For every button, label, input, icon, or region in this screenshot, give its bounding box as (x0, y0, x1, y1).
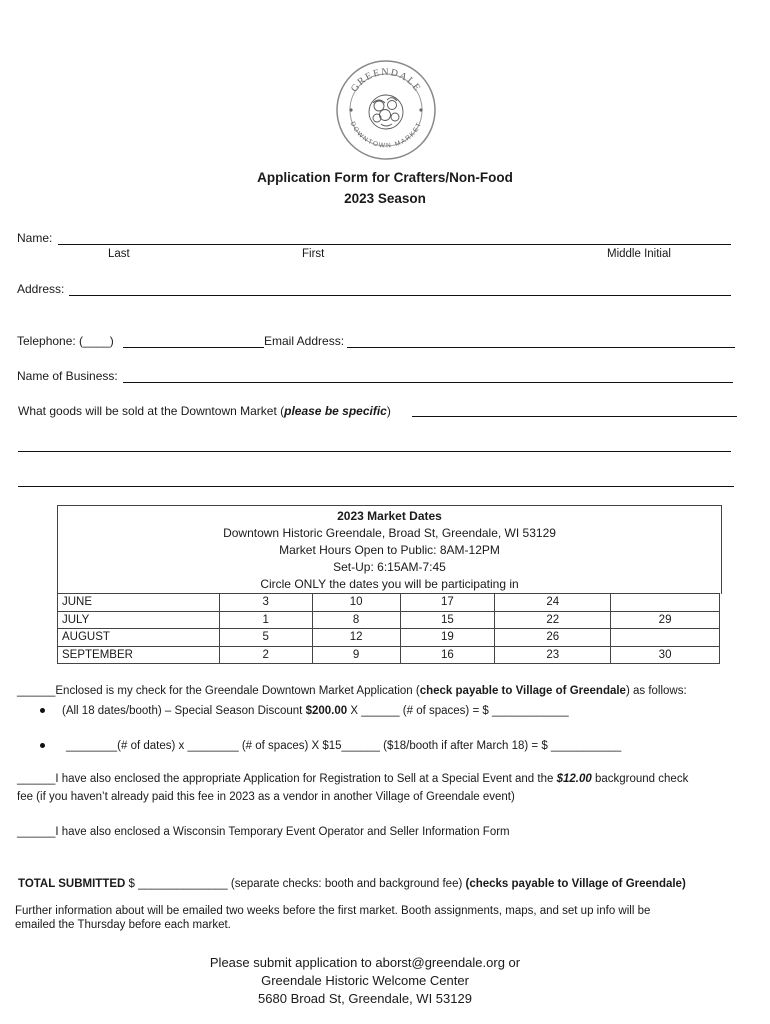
bullet-icon (40, 743, 45, 748)
table-row (58, 594, 720, 612)
month-cell: SEPTEMBER (58, 646, 220, 664)
date-cell[interactable]: 19 (400, 629, 495, 647)
date-cell[interactable]: 12 (312, 629, 400, 647)
form-title: Application Form for Crafters/Non-Food (257, 170, 513, 185)
season-discount-amount: $200.00 (305, 705, 348, 717)
market-dates-header (57, 505, 722, 594)
date-cell[interactable]: 30 (611, 646, 720, 664)
table-row (58, 611, 720, 629)
greendale-market-logo (335, 58, 437, 162)
market-setup: Set-Up: 6:15AM-7:45 (333, 560, 446, 574)
per-date-line: ________(# of dates) x ________ (# of spaces) X $15______ ($18/booth if after March 18) = $ ___________ (66, 740, 622, 752)
logo-bottom-text: DOWNTOWN MARKET (348, 120, 424, 150)
market-location: Downtown Historic Greendale, Broad St, Greendale, WI 53129 (223, 526, 556, 540)
name-field[interactable] (58, 244, 731, 245)
info-line-1: Further information about will be emailed two weeks before the first market. Booth assignments, maps, and set up info will be (15, 905, 651, 917)
month-cell: JULY (58, 611, 220, 629)
email-label: Email Address: (264, 334, 345, 348)
market-dates-table (57, 593, 720, 664)
date-cell[interactable]: 5 (219, 629, 312, 647)
logo-produce-illustration (369, 95, 403, 129)
email-field[interactable] (347, 347, 735, 348)
submit-line-2: Greendale Historic Welcome Center (261, 973, 469, 988)
business-label: Name of Business: (17, 369, 118, 383)
market-dates-heading: 2023 Market Dates (337, 509, 442, 523)
date-cell[interactable]: 16 (400, 646, 495, 664)
date-cell[interactable]: 8 (312, 611, 400, 629)
market-instruction: Circle ONLY the dates you will be participating in (260, 577, 519, 591)
telephone-field[interactable] (123, 347, 264, 348)
submit-line-3: 5680 Broad St, Greendale, WI 53129 (258, 991, 472, 1006)
goods-field[interactable] (412, 416, 737, 417)
form-season: 2023 Season (344, 191, 426, 206)
date-cell[interactable]: 24 (495, 594, 611, 612)
date-cell[interactable]: 15 (400, 611, 495, 629)
date-cell[interactable]: 22 (495, 611, 611, 629)
market-hours: Market Hours Open to Public: 8AM-12PM (279, 543, 500, 557)
date-cell[interactable]: 9 (312, 646, 400, 664)
address-field[interactable] (69, 295, 731, 296)
date-cell[interactable] (611, 594, 720, 612)
bullet-icon (40, 708, 45, 713)
season-discount-line: (All 18 dates/booth) – Special Season Discount $200.00 X ______ (# of spaces) = $ ____________ (62, 705, 569, 717)
date-cell[interactable]: 23 (495, 646, 611, 664)
name-middle-caption: Middle Initial (607, 248, 671, 260)
registration-line: ______I have also enclosed the appropriate Application for Registration to Sell at a Special Event and the $12.00 background check (17, 773, 689, 785)
table-row (58, 646, 720, 664)
month-cell: JUNE (58, 594, 220, 612)
date-cell[interactable]: 26 (495, 629, 611, 647)
date-cell[interactable]: 17 (400, 594, 495, 612)
submit-line-1: Please submit application to aborst@greendale.org or (209, 955, 521, 970)
background-fee-amount: $12.00 (556, 773, 592, 785)
wisconsin-form-line: ______I have also enclosed a Wisconsin Temporary Event Operator and Seller Information Form (17, 826, 510, 838)
registration-line-2: fee (if you haven’t already paid this fee in 2023 as a vendor in another Village of Greendale event) (17, 791, 515, 803)
goods-line-2[interactable] (18, 451, 731, 452)
name-last-caption: Last (108, 248, 130, 260)
total-payable-note: (checks payable to Village of Greendale) (465, 878, 686, 890)
name-label: Name: (17, 231, 53, 245)
total-submitted-line: TOTAL SUBMITTED $ ______________ (separate checks: booth and background fee) (checks payable to Village of Greendale) (18, 878, 686, 890)
logo-top-text: GREENDALE (348, 66, 424, 95)
enclosed-check-line: ______Enclosed is my check for the Greendale Downtown Market Application (check payable to Village of Greendale) as follows: (17, 685, 687, 697)
goods-label: What goods will be sold at the Downtown Market (please be specific) (18, 404, 391, 418)
telephone-label: Telephone: (____) (17, 334, 114, 348)
goods-line-3[interactable] (18, 486, 734, 487)
month-cell: AUGUST (58, 629, 220, 647)
date-cell[interactable]: 2 (219, 646, 312, 664)
date-cell[interactable] (611, 629, 720, 647)
check-payable-note: check payable to Village of Greendale (419, 685, 626, 697)
date-cell[interactable]: 1 (219, 611, 312, 629)
date-cell[interactable]: 29 (611, 611, 720, 629)
address-label: Address: (17, 282, 65, 296)
date-cell[interactable]: 10 (312, 594, 400, 612)
table-row (58, 629, 720, 647)
total-label: TOTAL SUBMITTED (18, 878, 126, 890)
date-cell[interactable]: 3 (219, 594, 312, 612)
name-first-caption: First (302, 248, 325, 260)
info-line-2: emailed the Thursday before each market. (15, 919, 231, 931)
business-field[interactable] (123, 382, 733, 383)
goods-emphasis: please be specific (284, 404, 387, 418)
